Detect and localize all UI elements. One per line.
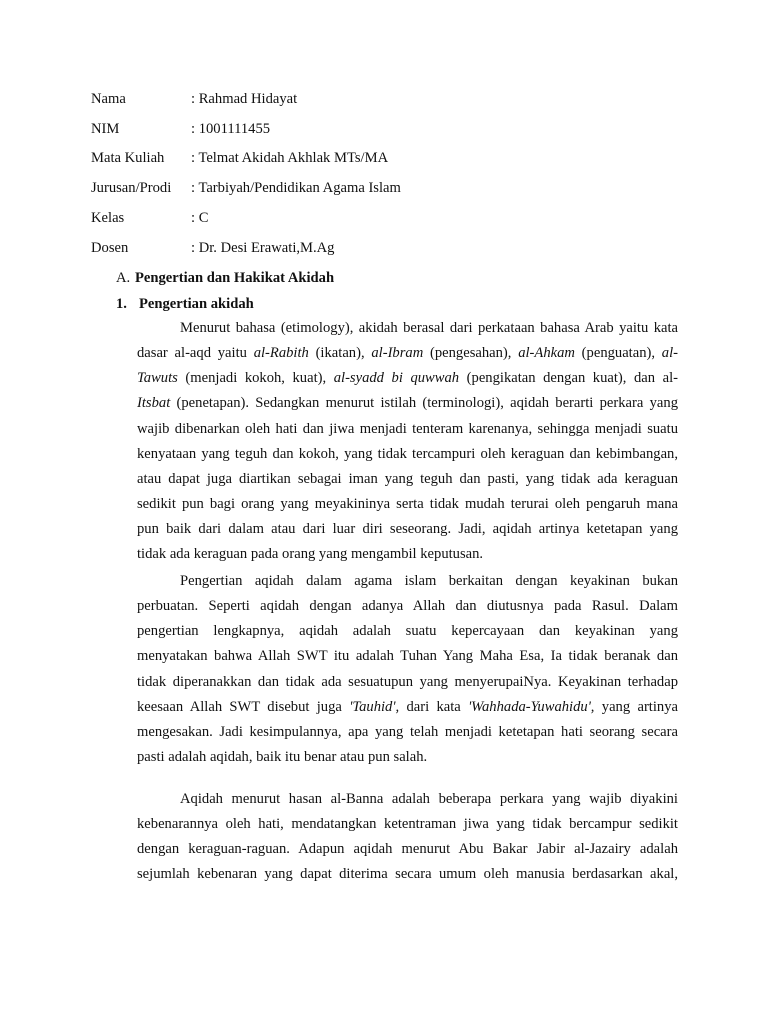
text-span: Aqidah menurut hasan al-Banna adalah beberapa perkara yang wajib diyakini — [180, 791, 678, 807]
text-span: (pengesahan), — [423, 345, 519, 362]
identity-value: : Rahmad Hidayat — [191, 91, 298, 107]
section-title: Pengertian dan Hakikat Akidah — [135, 270, 335, 286]
identity-label: Jurusan/Prodi — [91, 180, 172, 196]
identity-value: : Dr. Desi Erawati,M.Ag — [191, 240, 335, 256]
text-span: keesaan Allah SWT disebut juga — [137, 698, 350, 715]
paragraph-line: sedikit pun bagi orang yang meyakininya serta tidak mudah terurai oleh pengaruh mana — [137, 495, 678, 512]
identity-label: NIM — [91, 121, 120, 137]
paragraph-line: mengesakan. Jadi kesimpulannya, apa yang telah menjadi ketetapan hati seorang secara — [137, 723, 678, 740]
identity-value: : Tarbiyah/Pendidikan Agama Islam — [191, 180, 401, 196]
paragraph-line: pengertian lengkapnya, aqidah adalah suatu kepercayaan dan keyakinan yang — [137, 623, 678, 640]
paragraph-line — [137, 695, 678, 720]
paragraph-line: pasti adalah aqidah, baik itu benar atau pun salah. — [137, 748, 428, 765]
italic-term: Itsbat — [137, 395, 171, 412]
paragraph-line: sejumlah kebenaran yang dapat diterima secara umum oleh manusia berdasarkan akal, — [137, 866, 678, 883]
identity-label: Dosen — [91, 240, 129, 256]
identity-value: : C — [191, 210, 209, 226]
paragraph-2 — [137, 569, 678, 770]
italic-term: al-Ahkam — [518, 345, 575, 362]
italic-term: al-syadd bi quwwah — [333, 370, 460, 387]
italic-term: al-Ibram — [371, 345, 424, 362]
identity-label: Kelas — [91, 210, 125, 226]
text-span: (ikatan), — [308, 345, 372, 362]
subsection-title: Pengertian akidah — [139, 296, 254, 312]
paragraph-3 — [137, 787, 678, 888]
paragraph-line: kenyataan yang teguh dan kokoh, yang tidak tercampuri oleh keraguan dan kebimbangan, — [137, 445, 678, 462]
text-span: dasar al-aqd yaitu — [137, 345, 254, 362]
text-span: Menurut bahasa (etimology), akidah berasal dari perkataan bahasa Arab yaitu kata — [180, 320, 678, 336]
section-heading — [116, 268, 334, 288]
text-span: Pengertian aqidah dalam agama islam berkaitan dengan keyakinan bukan — [180, 573, 678, 589]
text-span: (menjadi kokoh, kuat), — [177, 370, 334, 387]
section-marker: A. — [116, 270, 131, 286]
text-span: dari kata — [399, 698, 469, 715]
italic-term: 'Tauhid', — [349, 698, 400, 715]
italic-term: 'Wahhada-Yuwahidu', — [468, 698, 595, 715]
paragraph-line: atau dapat juga diartikan sebagai iman yang teguh dan pasti, yang tidak ada keraguan — [137, 470, 678, 487]
paragraph-line: tidak ada keraguan pada orang yang mengambil keputusan. — [137, 546, 484, 563]
paragraph-line — [137, 569, 678, 594]
paragraph-1 — [137, 316, 678, 567]
paragraph-line — [137, 391, 678, 416]
text-span: yang artinya — [594, 698, 678, 715]
paragraph-line — [137, 316, 678, 341]
paragraph-line — [137, 341, 678, 366]
paragraph-line: wajib dibenarkan oleh hati dan jiwa menjadi tenteram karenanya, sehingga menjadi suatu — [137, 420, 678, 437]
italic-term: al- — [661, 345, 678, 362]
italic-term: Tawuts — [137, 370, 178, 387]
identity-label: Nama — [91, 91, 126, 107]
paragraph-line: tidak diperanakkan dan tidak ada sesuatupun yang menyerupaiNya. Keyakinan terhadap — [137, 673, 678, 690]
paragraph-line: menyatakan bahwa Allah SWT itu adalah Tuhan Yang Maha Esa, Ia tidak beranak dan — [137, 648, 678, 665]
paragraph-line: pun baik dari dalam atau dari luar diri seseorang. Jadi, aqidah artinya ketetapan yang — [137, 521, 678, 538]
paragraph-line: kebenarannya oleh hati, mendatangkan ketentraman jiwa yang tidak bercampur sedikit — [137, 816, 678, 833]
italic-term: al-Rabith — [253, 345, 309, 362]
subsection-marker: 1. — [116, 296, 127, 312]
identity-value: : 1001111455 — [191, 121, 271, 137]
identity-label: Mata Kuliah — [91, 150, 165, 166]
subsection-heading — [116, 294, 254, 314]
text-span: (pengikatan dengan kuat), dan al- — [459, 370, 679, 387]
paragraph-line: dengan keraguan-raguan. Adapun aqidah menurut Abu Bakar Jabir al-Jazairy adalah — [137, 841, 678, 858]
identity-value: : Telmat Akidah Akhlak MTs/MA — [191, 150, 389, 166]
paragraph-line — [137, 366, 678, 391]
text-span: (penguatan), — [574, 345, 662, 362]
paragraph-line — [137, 787, 678, 812]
paragraph-line: perbuatan. Seperti aqidah dengan adanya Allah dan diutusnya pada Rasul. Dalam — [137, 598, 678, 615]
text-span: (penetapan). Sedangkan menurut istilah (terminologi), aqidah berarti perkara yang — [170, 395, 678, 412]
